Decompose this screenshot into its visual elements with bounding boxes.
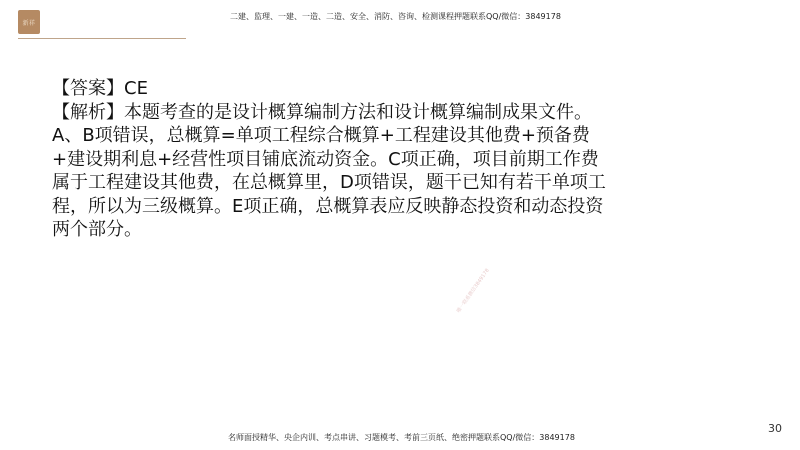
brand-logo: 新祥 <box>18 10 40 34</box>
watermark: 唯一联系微信3849178 <box>455 267 491 315</box>
header-divider <box>18 38 186 39</box>
page-number: 30 <box>768 422 782 435</box>
answer-text: 【答案】CE <box>52 78 148 99</box>
header-banner: 二建、监理、一建、一造、二造、安全、消防、咨询、检测课程押题联系QQ/微信：3849178 <box>230 12 561 21</box>
analysis-text: 【解析】本题考查的是设计概算编制方法和设计概算编制成果文件。A、B项错误，总概算=单项工程综合概算+工程建设其他费+预备费+建设期利息+经营性项目铺底流动资金。C项正确，项目前期工作费属于工程建设其他费，在总概算里，D项错误，题干已知有若干单项工程，所以为三级概算。E项正确，总概算表应反映静态投资和动态投资两个部分。 <box>52 101 606 240</box>
footer-banner: 名师面授精华、央企内训、考点串讲、习题模考、考前三页纸、绝密押题联系QQ/微信：3849178 <box>228 433 575 442</box>
slide-content <box>52 77 612 242</box>
